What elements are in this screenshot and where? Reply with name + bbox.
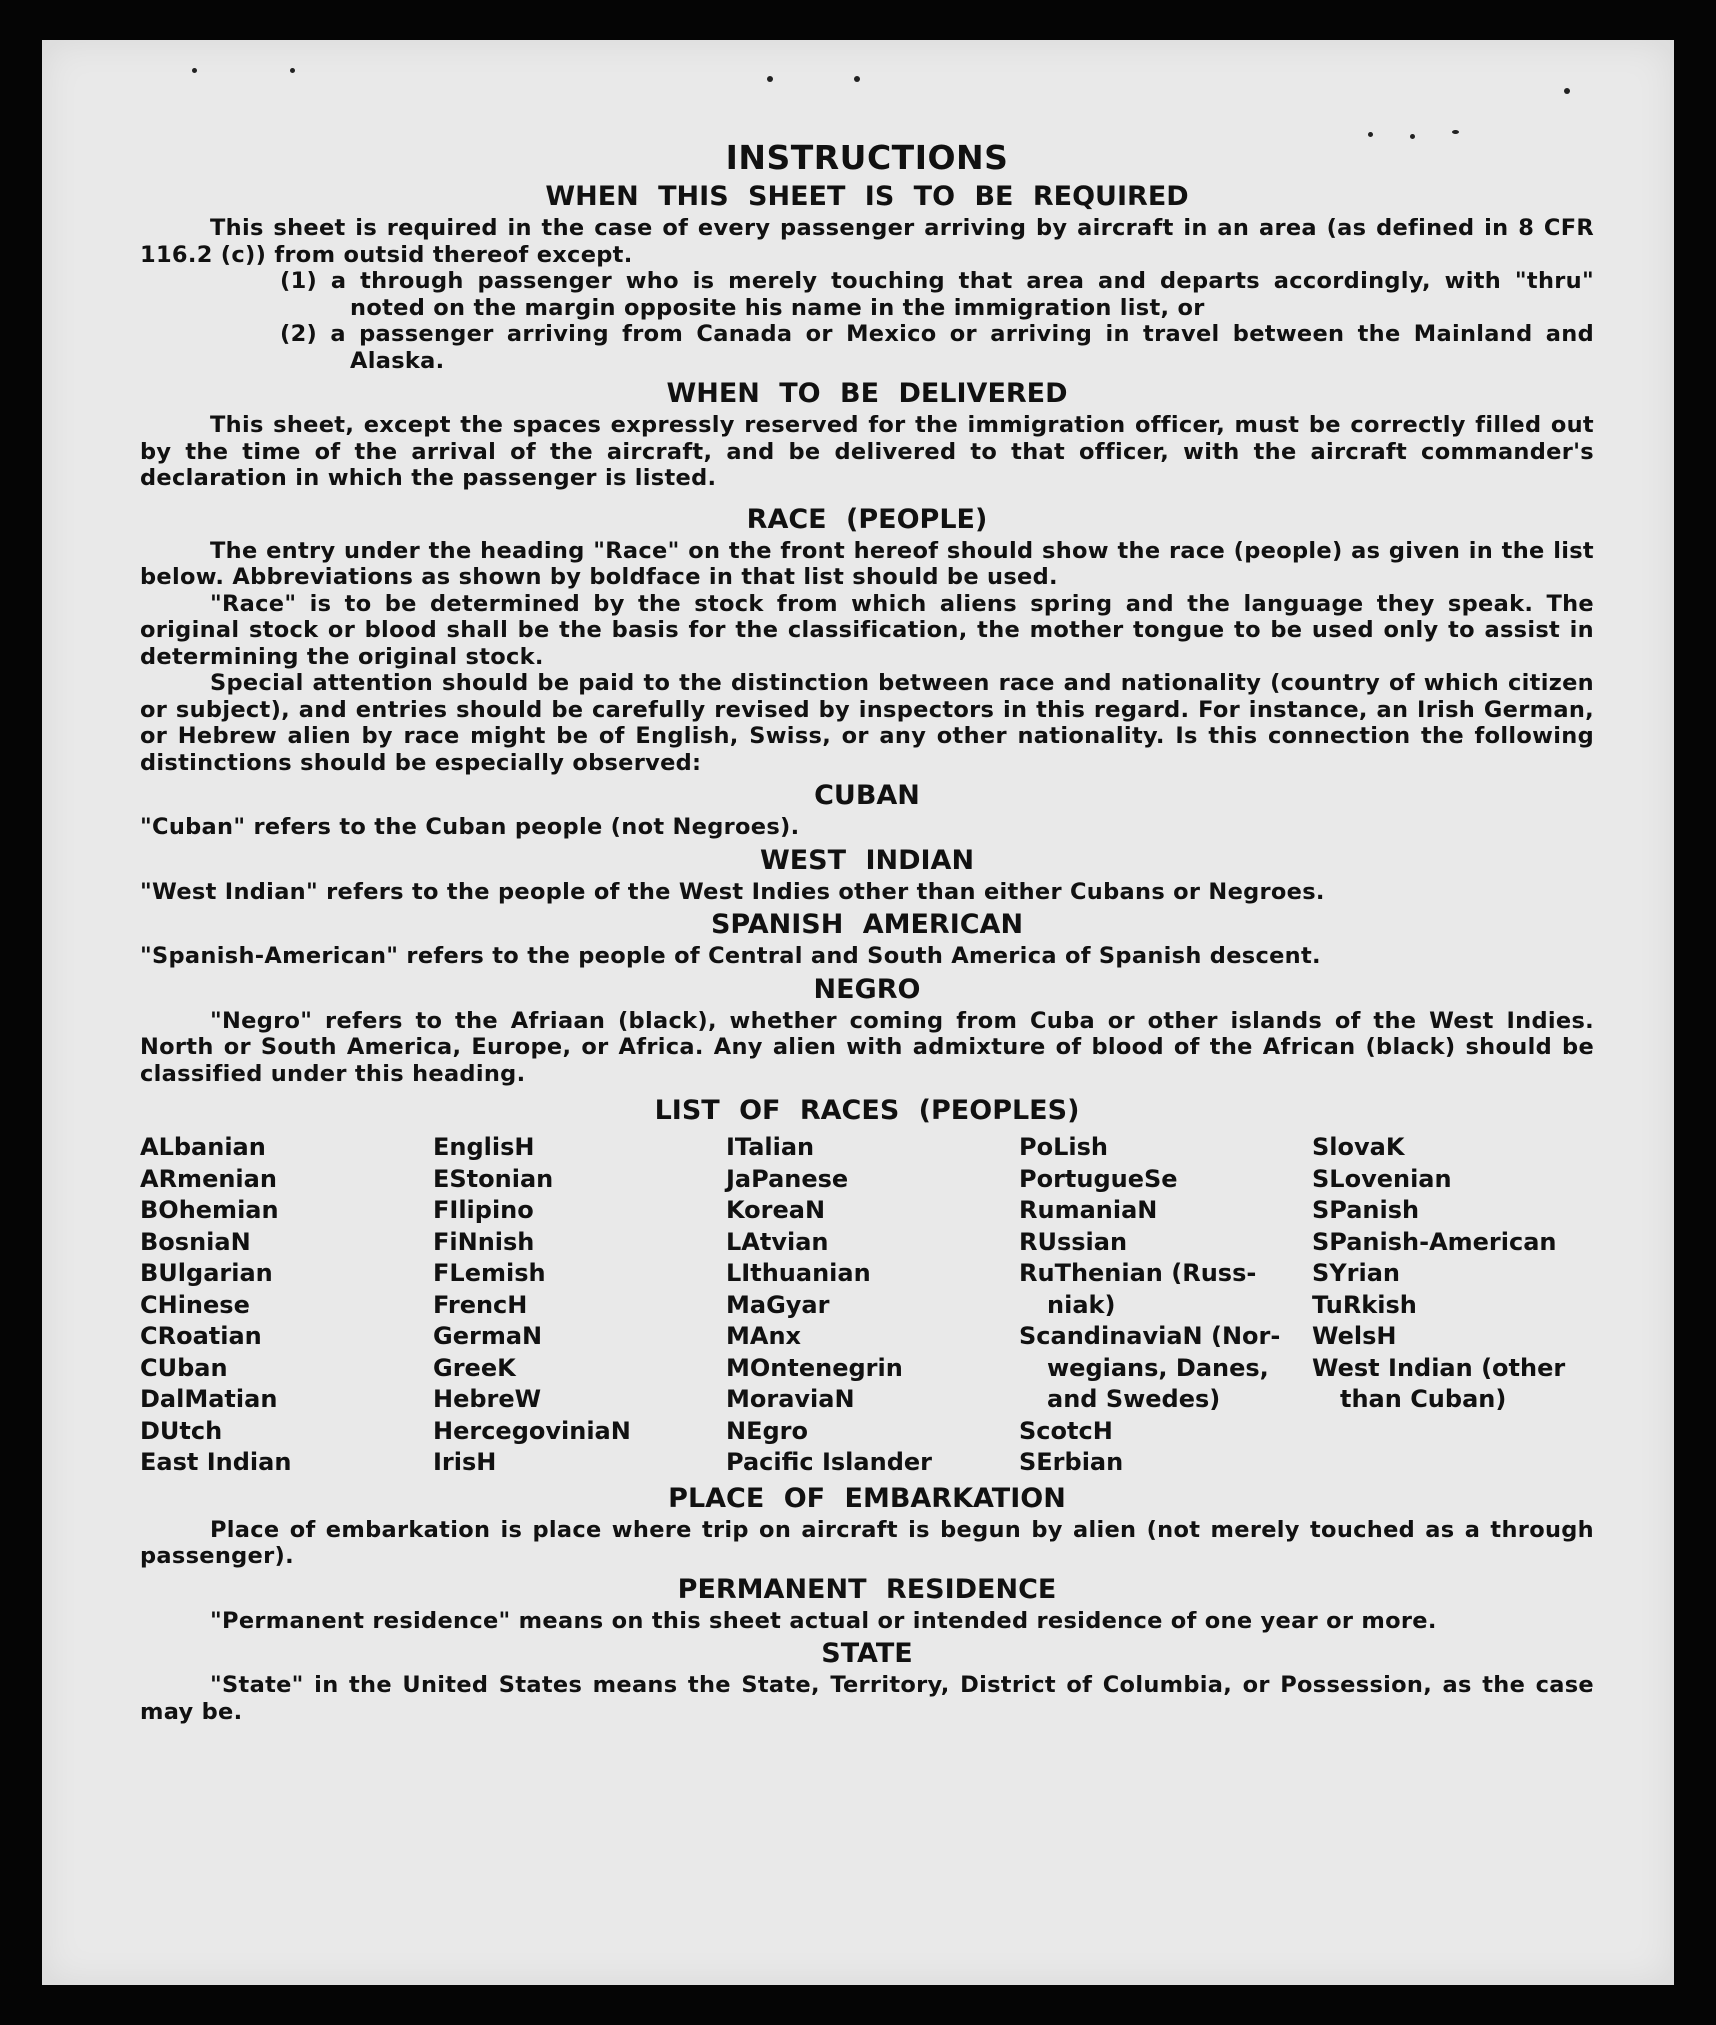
race-list-item: ITalian [726,1133,815,1161]
spanish-american-text: "Spanish-American" refers to the people of Central and South America of Spanish descent. [140,943,1321,969]
race-list-item: DalMatian [140,1385,278,1413]
race-list-item: SlovaK [1312,1133,1405,1161]
instructions-content [140,138,1594,1725]
race-list-item: FLemish [433,1259,546,1287]
west-indian-text: "West Indian" refers to the people of the West Indies other than either Cubans or Negroes. [140,878,1325,905]
negro-text: "Negro" refers to the Afriaan (black), whether coming from Cuba or other islands of the West Indies. North or South America, Europe, or Africa. Any alien with admixture of blood of the African (black) should be classified under this heading. [140,1007,1594,1087]
section-heading-embarkation: PLACE OF EMBARKATION [668,1482,1066,1514]
race-list-item: JaPanese [726,1164,849,1193]
race-list-column [140,1132,433,1479]
race-list-item: FrencH [433,1290,528,1319]
section-heading-cuban: CUBAN [814,780,920,811]
race-list-item: BUlgarian [140,1259,273,1287]
race-paragraph-1: The entry under the heading "Race" on the front hereof should show the race (people) as given in the list below. Abbreviations as shown by boldface in that list should be used. [140,537,1594,590]
race-list-item: IrisH [433,1448,497,1476]
race-list-column [433,1132,726,1479]
section-heading-list-of-races: LIST OF RACES (PEOPLES) [654,1095,1080,1126]
race-list-item: HercegoviniaN [433,1416,631,1445]
race-list-item: MaGyar [726,1290,830,1319]
race-list-item: SLovenian [1312,1164,1452,1193]
section-heading-negro: NEGRO [813,973,921,1005]
race-list-item: West Indian (other [1312,1353,1566,1382]
section-heading-race: RACE (PEOPLE) [746,503,988,535]
race-list-item: and Swedes) [1047,1385,1221,1413]
section-heading-delivered: WHEN TO BE DELIVERED [666,378,1068,409]
race-list-item: EnglisH [433,1133,535,1161]
section-heading-state: STATE [821,1638,913,1669]
race-list-item: LIthuanian [726,1259,871,1287]
race-list-item: ScotcH [1019,1416,1113,1445]
section-heading-spanish-american: SPANISH AMERICAN [710,909,1024,940]
section-heading-west-indian: WEST INDIAN [759,844,975,876]
race-list-item: KoreaN [726,1196,826,1224]
race-list-item: FiNnish [433,1227,535,1256]
race-list-item: East Indian [140,1448,292,1476]
race-list-item: CHinese [140,1290,250,1319]
speck-mark [1452,130,1459,134]
section-heading-residence: PERMANENT RESIDENCE [677,1573,1057,1605]
speck-mark [854,76,860,82]
speck-mark [1564,88,1570,94]
race-list-item: GreeK [433,1353,516,1382]
delivered-text: This sheet, except the spaces expressly reserved for the immigration officer, must be correctly filled out by the time of the arrival of the aircraft, and be delivered to that officer, with the aircraft commander's declaration in which the passenger is listed. [140,412,1594,491]
race-list-item: Pacific Islander [726,1448,932,1476]
state-text: "State" in the United States means the State, Territory, District of Columbia, or Possession, as the case may be. [140,1672,1594,1725]
required-item-2: (2) a passenger arriving from Canada or Mexico or arriving in travel between the Mainland and Alaska. [280,321,1594,374]
race-list-item: SPanish-American [1312,1227,1557,1256]
race-paragraph-2: "Race" is to be determined by the stock from which aliens spring and the language they speak. The original stock or blood shall be the basis for the classification, the mother tongue to be used only to assist in determining the original stock. [140,590,1594,670]
race-list-item: PoLish [1019,1133,1108,1161]
race-list-item: DUtch [140,1416,223,1445]
race-list-item: BOhemian [140,1196,279,1224]
race-list-item: ScandinaviaN (Nor- [1019,1322,1281,1350]
required-item-1: (1) a through passenger who is merely touching that area and departs accordingly, with "thru" noted on the margin opposite his name in the immigration list, or [280,268,1594,321]
race-list-item: niak) [1047,1290,1116,1319]
race-list-item: WelsH [1312,1322,1397,1350]
race-list-item: RuThenian (Russ- [1019,1259,1257,1287]
embarkation-text: Place of embarkation is place where trip on aircraft is begun by alien (not merely touched as a through passenger). [140,1516,1594,1569]
race-paragraph-3: Special attention should be paid to the distinction between race and nationality (country of which citizen or subject), and entries should be carefully revised by inspectors in this regard. For instance, an Irish German, or Hebrew alien by race might be of English, Swiss, or any other nationality. Is this connection the following distinctions should be especially observed: [140,670,1594,776]
race-list-item: LAtvian [726,1227,829,1256]
race-list-item: SYrian [1312,1259,1401,1287]
race-list-item: RumaniaN [1019,1196,1158,1224]
race-list-item: CRoatian [140,1322,262,1350]
race-list [140,1132,1594,1479]
race-list-item: TuRkish [1312,1290,1417,1319]
race-list-column [1312,1132,1592,1479]
cuban-text: "Cuban" refers to the Cuban people (not Negroes). [140,814,800,840]
race-list-item: PortugueSe [1019,1164,1178,1193]
residence-text: "Permanent residence" means on this sheet actual or intended residence of one year or more. [210,1607,1437,1634]
document-sheet [42,40,1674,1985]
race-list-item: SErbian [1019,1448,1124,1476]
speck-mark [192,68,197,73]
race-list-column [1019,1132,1312,1479]
race-list-item: BosniaN [140,1227,251,1256]
race-list-column [726,1132,1019,1479]
section-heading-required: WHEN THIS SHEET IS TO BE REQUIRED [545,181,1189,212]
race-list-item: GermaN [433,1322,543,1350]
race-list-item: than Cuban) [1340,1385,1507,1413]
page-title: INSTRUCTIONS [725,138,1009,177]
race-list-item: RUssian [1019,1227,1128,1256]
race-list-item: ALbanian [140,1133,266,1161]
race-list-item: CUban [140,1353,228,1382]
race-list-item: MOntenegrin [726,1353,903,1382]
race-list-item: MoraviaN [726,1385,855,1413]
speck-mark [290,68,295,73]
speck-mark [767,76,773,82]
race-list-item: ARmenian [140,1164,277,1193]
race-list-item: NEgro [726,1416,808,1445]
race-list-item: FIlipino [433,1196,534,1224]
required-intro: This sheet is required in the case of every passenger arriving by aircraft in an area (as defined in 8 CFR 116.2 (c)) from outsid thereof except. [140,215,1594,268]
race-list-item: SPanish [1312,1196,1420,1224]
race-list-item: EStonian [433,1164,554,1193]
race-list-item: wegians, Danes, [1047,1353,1269,1382]
race-list-item: HebreW [433,1385,542,1413]
speck-mark [1368,132,1373,137]
race-list-item: MAnx [726,1322,802,1350]
